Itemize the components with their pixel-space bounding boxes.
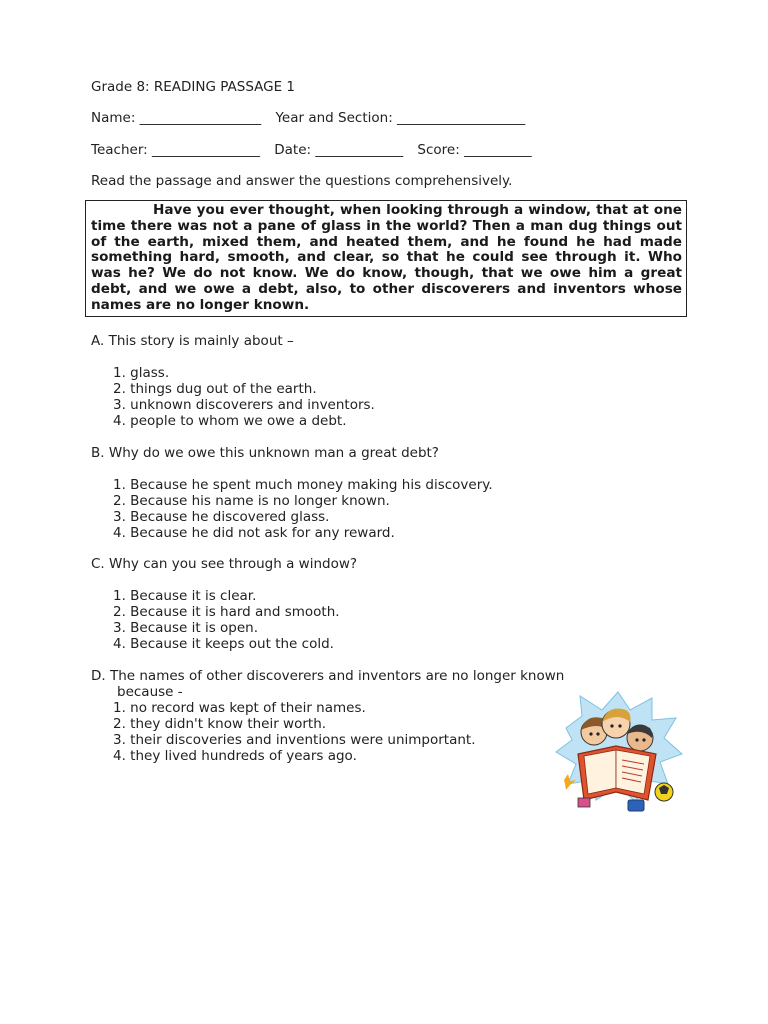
answer-option: 3. Because it is open. [113,620,259,636]
reading-passage-box [85,200,687,317]
book-pages [584,750,616,794]
year-section-field: Year and Section: ___________________ [275,110,526,126]
question-stem: D. The names of other discoverers and inventors are no longer known [91,668,565,684]
answer-option: 1. Because he spent much money making his discovery. [113,477,493,493]
score-field: Score: __________ [417,142,532,158]
kid-eye [642,738,645,741]
question-c [91,556,651,652]
teacher-field: Teacher: ________________ [91,142,260,158]
kids-reading-book-illustration [552,688,686,814]
answer-option: 4. they lived hundreds of years ago. [113,748,357,764]
date-field: Date: _____________ [274,142,404,158]
page-title: Grade 8: READING PASSAGE 1 [91,79,296,95]
question-a [91,333,651,429]
question-stem: A. This story is mainly about – [91,333,294,349]
kid-eye [618,724,621,727]
answer-option: 1. glass. [113,365,170,381]
answer-option: 2. Because it is hard and smooth. [113,604,340,620]
kid-eye [596,732,599,735]
answer-option: 4. people to whom we owe a debt. [113,413,347,429]
answer-option: 3. their discoveries and inventions were unimportant. [113,732,476,748]
passage-text: Have you ever thought, when looking through a window, that at one time there was not a pane of glass in the world? Then a man dug things out of the earth, mixed them, and heated them, and he found he had made something hard, smooth, and clear, so that he could see through it. Who was he? We do not know. We do know, though, that we owe him a great debt, and we owe a debt, also, to other discoverers and inventors whose names are no longer known. [91,202,682,313]
answer-option: 3. Because he discovered glass. [113,509,330,525]
kid-eye [635,738,638,741]
question-stem: B. Why do we owe this unknown man a great debt? [91,445,439,461]
phone-icon [628,800,644,811]
kid-eye [610,724,613,727]
teacher-date-score-row [91,142,532,158]
answer-option: 1. no record was kept of their names. [113,700,366,716]
question-stem: C. Why can you see through a window? [91,556,358,572]
answer-option: 3. unknown discoverers and inventors. [113,397,375,413]
answer-option: 4. Because it keeps out the cold. [113,636,334,652]
answer-option: 1. Because it is clear. [113,588,257,604]
instructions: Read the passage and answer the questions comprehensively. [91,173,513,189]
question-b [91,445,651,541]
question-stem-continuation: because - [117,684,183,700]
answer-option: 2. Because his name is no longer known. [113,493,390,509]
name-year-row [91,110,525,126]
answer-option: 2. they didn't know their worth. [113,716,327,732]
answer-option: 2. things dug out of the earth. [113,381,317,397]
answer-option: 4. Because he did not ask for any reward. [113,525,395,541]
kid-eye [589,732,592,735]
toy-block-icon [578,798,590,807]
book-pages [616,750,650,794]
name-field: Name: __________________ [91,110,262,126]
